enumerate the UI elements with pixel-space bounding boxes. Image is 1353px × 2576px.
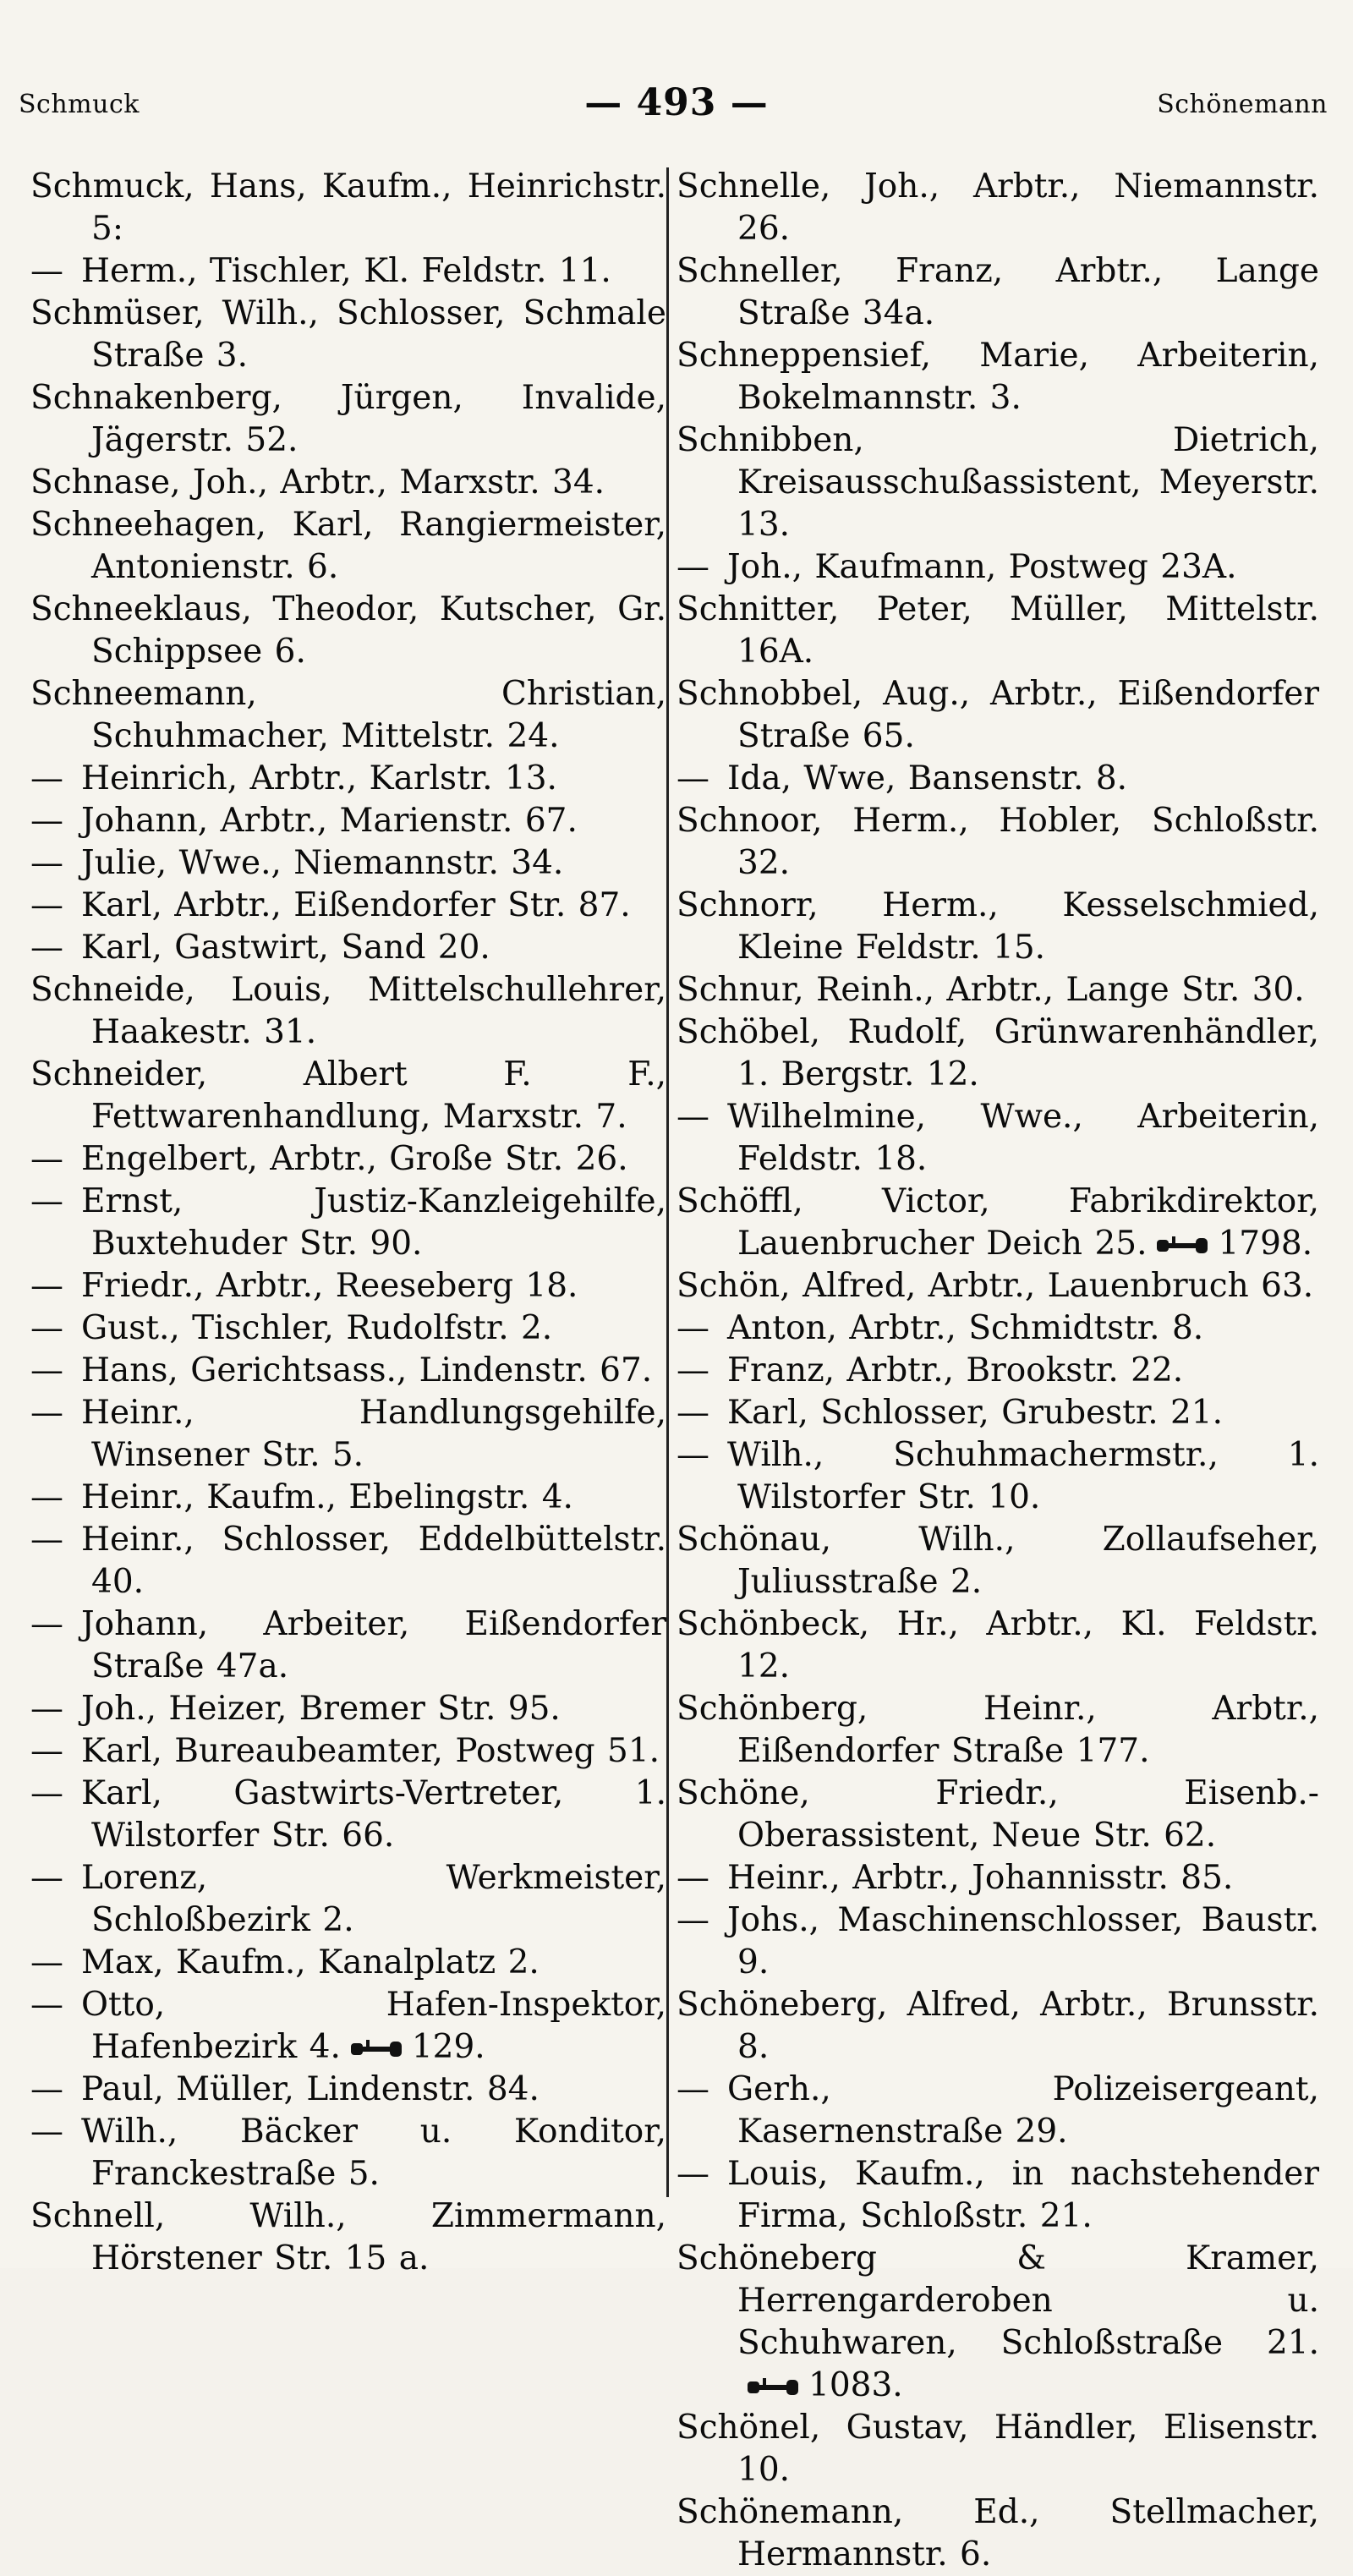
repeat-dash: — bbox=[676, 759, 709, 797]
entry-text: Schneeklaus, Theodor, Kutscher, Gr. Schippsee 6. bbox=[30, 590, 666, 671]
repeat-dash: — bbox=[30, 2070, 63, 2108]
repeat-dash: — bbox=[676, 1859, 709, 1897]
telephone-icon bbox=[349, 2038, 403, 2060]
repeat-dash: — bbox=[30, 844, 63, 882]
entry-text: Heinr., Kaufm., Ebelingstr. 4. bbox=[81, 1478, 573, 1516]
entry-text: Schmüser, Wilh., Schlosser, Schmale Straße 3. bbox=[30, 294, 666, 375]
repeat-dash: — bbox=[676, 1351, 709, 1389]
entry-text: Karl, Arbtr., Eißendorfer Str. 87. bbox=[81, 886, 631, 924]
entry-text: Heinrich, Arbtr., Karlstr. 13. bbox=[81, 759, 557, 797]
entry-text: Karl, Schlosser, Grubestr. 21. bbox=[727, 1394, 1224, 1432]
entry-text: Julie, Wwe., Niemannstr. 34. bbox=[81, 844, 564, 882]
repeat-dash: — bbox=[30, 1690, 63, 1728]
repeat-dash: — bbox=[30, 1774, 63, 1812]
repeat-dash: — bbox=[30, 1351, 63, 1389]
directory-entry bbox=[676, 673, 1319, 758]
directory-entry bbox=[30, 1265, 666, 1307]
entry-text: Ida, Wwe, Bansenstr. 8. bbox=[727, 759, 1128, 797]
directory-entry bbox=[676, 419, 1319, 546]
directory-entry bbox=[676, 250, 1319, 335]
entry-text: Gerh., Polizeisergeant, Kasernenstraße 29. bbox=[727, 2070, 1319, 2151]
directory-entry bbox=[676, 885, 1319, 969]
entry-text: Ernst, Justiz-Kanzleigehilfe, Buxtehuder Str. 90. bbox=[81, 1182, 666, 1263]
page-number: — 493 — bbox=[584, 81, 769, 124]
repeat-dash: — bbox=[676, 548, 709, 586]
directory-entry bbox=[30, 1350, 666, 1392]
directory-entry bbox=[676, 969, 1319, 1011]
repeat-dash: — bbox=[30, 1309, 63, 1347]
entry-text: Schneider, Albert F. F., Fettwarenhandlung, Marxstr. 7. bbox=[30, 1055, 666, 1136]
directory-entry bbox=[676, 1603, 1319, 1688]
directory-entry bbox=[676, 2407, 1319, 2491]
repeat-dash: — bbox=[30, 252, 63, 290]
entry-text: Schnell, Wilh., Zimmermann, Hörstener Str. 15 a. bbox=[30, 2197, 666, 2277]
directory-entry bbox=[676, 1434, 1319, 1519]
repeat-dash: — bbox=[30, 1478, 63, 1516]
right-column bbox=[676, 166, 1319, 2576]
repeat-dash: — bbox=[30, 802, 63, 840]
entry-text: Otto, Hafen-Inspektor, Hafenbezirk 4. bbox=[81, 1986, 666, 2066]
directory-entry bbox=[676, 1011, 1319, 1096]
directory-entry bbox=[30, 1519, 666, 1603]
repeat-dash: — bbox=[30, 2113, 63, 2151]
entry-text: Schnoor, Herm., Hobler, Schloßstr. 32. bbox=[676, 802, 1319, 882]
entry-text: Schön, Alfred, Arbtr., Lauenbruch 63. bbox=[676, 1267, 1314, 1305]
directory-entry bbox=[30, 800, 666, 842]
repeat-dash: — bbox=[30, 1605, 63, 1643]
entry-text: Gust., Tischler, Rudolfstr. 2. bbox=[81, 1309, 553, 1347]
entry-text: Wilh., Schuhmachermstr., 1. Wilstorfer Str. 10. bbox=[727, 1436, 1319, 1516]
entry-text: Schönbeck, Hr., Arbtr., Kl. Feldstr. 12. bbox=[676, 1605, 1319, 1685]
directory-entry bbox=[676, 1773, 1319, 1857]
entry-text: Wilhelmine, Wwe., Arbeiterin, Feldstr. 18. bbox=[727, 1098, 1319, 1178]
page-header bbox=[0, 81, 1353, 132]
entry-text: Joh., Heizer, Bremer Str. 95. bbox=[81, 1690, 561, 1728]
entry-text: Engelbert, Arbtr., Große Str. 26. bbox=[81, 1140, 628, 1178]
directory-entry bbox=[30, 504, 666, 589]
entry-text: Schöneberg, Alfred, Arbtr., Brunsstr. 8. bbox=[676, 1986, 1319, 2066]
repeat-dash: — bbox=[30, 1859, 63, 1897]
directory-entry bbox=[676, 2491, 1319, 2576]
entry-text: Schöbel, Rudolf, Grünwarenhändler, 1. Bergstr. 12. bbox=[676, 1013, 1319, 1093]
entry-text: Schneppensief, Marie, Arbeiterin, Bokelmannstr. 3. bbox=[676, 337, 1319, 417]
entry-text: Lorenz, Werkmeister, Schloßbezirk 2. bbox=[81, 1859, 666, 1939]
directory-entry bbox=[676, 758, 1319, 800]
directory-entry bbox=[676, 1392, 1319, 1434]
directory-entry bbox=[676, 1899, 1319, 1984]
directory-entry bbox=[676, 1265, 1319, 1307]
entry-text: Schönel, Gustav, Händler, Elisenstr. 10. bbox=[676, 2409, 1319, 2489]
directory-entry bbox=[676, 1984, 1319, 2069]
entry-text: Max, Kaufm., Kanalplatz 2. bbox=[81, 1943, 540, 1981]
directory-entry bbox=[30, 1984, 666, 2069]
repeat-dash: — bbox=[30, 1986, 63, 2024]
entry-text: Friedr., Arbtr., Reeseberg 18. bbox=[81, 1267, 578, 1305]
directory-entry bbox=[30, 462, 666, 504]
phone-number: 1083. bbox=[808, 2366, 903, 2404]
repeat-dash: — bbox=[676, 1098, 709, 1136]
directory-entry bbox=[30, 1857, 666, 1942]
entry-text: Wilh., Bäcker u. Konditor, Franckestraße 5. bbox=[81, 2113, 666, 2193]
repeat-dash: — bbox=[30, 1394, 63, 1432]
directory-entry bbox=[30, 166, 666, 250]
directory-entry bbox=[30, 673, 666, 758]
directory-entry bbox=[30, 1392, 666, 1477]
entry-text: Karl, Bureaubeamter, Postweg 51. bbox=[81, 1732, 660, 1770]
entry-text: Schnelle, Joh., Arbtr., Niemannstr. 26. bbox=[676, 167, 1319, 248]
directory-entry bbox=[30, 1138, 666, 1181]
column-divider bbox=[666, 167, 669, 2197]
directory-entry bbox=[30, 1773, 666, 1857]
entry-text: Schöneberg & Kramer, Herrengarderoben u. Schuhwaren, Schloßstraße 21. bbox=[676, 2239, 1319, 2362]
directory-entry bbox=[30, 1054, 666, 1138]
directory-entry bbox=[676, 546, 1319, 589]
entry-text: Karl, Gastwirt, Sand 20. bbox=[81, 929, 490, 967]
directory-entry bbox=[676, 166, 1319, 250]
entry-text: Schöne, Friedr., Eisenb.-Oberassistent, Neue Str. 62. bbox=[676, 1774, 1319, 1855]
directory-entry bbox=[676, 1519, 1319, 1603]
directory-entry bbox=[676, 1307, 1319, 1350]
repeat-dash: — bbox=[676, 2155, 709, 2193]
entry-text: Schnase, Joh., Arbtr., Marxstr. 34. bbox=[30, 463, 605, 501]
entry-text: Paul, Müller, Lindenstr. 84. bbox=[81, 2070, 540, 2108]
telephone-icon bbox=[746, 2376, 800, 2398]
entry-text: Louis, Kaufm., in nachstehender Firma, Schloßstr. 21. bbox=[727, 2155, 1319, 2235]
directory-entry bbox=[676, 1857, 1319, 1899]
directory-entry bbox=[30, 969, 666, 1054]
directory-entry bbox=[30, 1688, 666, 1730]
directory-entry bbox=[30, 1603, 666, 1688]
directory-entry bbox=[30, 250, 666, 293]
repeat-dash: — bbox=[676, 2070, 709, 2108]
entry-text: Herm., Tischler, Kl. Feldstr. 11. bbox=[81, 252, 611, 290]
directory-entry bbox=[30, 1181, 666, 1265]
directory-entry bbox=[30, 2069, 666, 2111]
entry-text: Hans, Gerichtsass., Lindenstr. 67. bbox=[81, 1351, 653, 1389]
directory-entry bbox=[30, 1730, 666, 1773]
telephone-icon bbox=[1155, 1235, 1209, 1257]
directory-entry bbox=[30, 1477, 666, 1519]
entry-text: Johann, Arbeiter, Eißendorfer Straße 47a. bbox=[81, 1605, 666, 1685]
directory-entry bbox=[30, 1942, 666, 1984]
repeat-dash: — bbox=[676, 1901, 709, 1939]
directory-entry bbox=[676, 1096, 1319, 1181]
header-last-entry: Schönemann bbox=[1157, 90, 1328, 119]
header-first-entry: Schmuck bbox=[19, 90, 140, 119]
directory-entry bbox=[676, 1688, 1319, 1773]
entry-text: Schnobbel, Aug., Arbtr., Eißendorfer Straße 65. bbox=[676, 675, 1319, 755]
entry-text: Schnitter, Peter, Müller, Mittelstr. 16A. bbox=[676, 590, 1319, 671]
repeat-dash: — bbox=[30, 1140, 63, 1178]
directory-entry bbox=[676, 2069, 1319, 2153]
directory-entry bbox=[676, 1350, 1319, 1392]
entry-text: Schmuck, Hans, Kaufm., Heinrichstr. 5: bbox=[30, 167, 666, 248]
entry-text: Heinr., Schlosser, Eddelbüttelstr. 40. bbox=[81, 1521, 666, 1601]
entry-text: Joh., Kaufmann, Postweg 23A. bbox=[727, 548, 1237, 586]
repeat-dash: — bbox=[30, 1182, 63, 1220]
entry-text: Johs., Maschinenschlosser, Baustr. 9. bbox=[727, 1901, 1319, 1981]
entry-text: Schneide, Louis, Mittelschullehrer, Haakestr. 31. bbox=[30, 971, 666, 1051]
entry-text: Heinr., Arbtr., Johannisstr. 85. bbox=[727, 1859, 1234, 1897]
entry-text: Schnakenberg, Jürgen, Invalide, Jägerstr. 52. bbox=[30, 379, 666, 459]
directory-entry bbox=[30, 885, 666, 927]
directory-entry bbox=[676, 1181, 1319, 1265]
directory-entry bbox=[30, 927, 666, 969]
entry-text: Schönemann, Ed., Stellmacher, Hermannstr. 6. bbox=[676, 2493, 1319, 2573]
directory-entry bbox=[30, 758, 666, 800]
repeat-dash: — bbox=[30, 886, 63, 924]
left-column bbox=[30, 166, 666, 2280]
repeat-dash: — bbox=[676, 1394, 709, 1432]
repeat-dash: — bbox=[30, 759, 63, 797]
directory-entry bbox=[676, 2238, 1319, 2407]
repeat-dash: — bbox=[30, 1521, 63, 1559]
repeat-dash: — bbox=[30, 1732, 63, 1770]
phone-number: 129. bbox=[411, 2028, 485, 2066]
entry-text: Schneller, Franz, Arbtr., Lange Straße 34a. bbox=[676, 252, 1319, 332]
entry-text: Schnibben, Dietrich, Kreisausschußassistent, Meyerstr. 13. bbox=[676, 421, 1319, 544]
directory-entry bbox=[676, 800, 1319, 885]
repeat-dash: — bbox=[30, 1267, 63, 1305]
repeat-dash: — bbox=[30, 929, 63, 967]
entry-text: Johann, Arbtr., Marienstr. 67. bbox=[81, 802, 578, 840]
entry-text: Schnorr, Herm., Kesselschmied, Kleine Feldstr. 15. bbox=[676, 886, 1319, 967]
repeat-dash: — bbox=[676, 1309, 709, 1347]
entry-text: Heinr., Handlungsgehilfe, Winsener Str. 5. bbox=[81, 1394, 666, 1474]
entry-text: Schneemann, Christian, Schuhmacher, Mittelstr. 24. bbox=[30, 675, 666, 755]
entry-text: Schneehagen, Karl, Rangiermeister, Antonienstr. 6. bbox=[30, 506, 666, 586]
directory-entry bbox=[676, 589, 1319, 673]
repeat-dash: — bbox=[30, 1943, 63, 1981]
directory-entry bbox=[30, 2195, 666, 2280]
entry-text: Schönau, Wilh., Zollaufseher, Juliusstraße 2. bbox=[676, 1521, 1319, 1601]
repeat-dash: — bbox=[676, 1436, 709, 1474]
directory-entry bbox=[30, 2111, 666, 2195]
directory-entry bbox=[30, 1307, 666, 1350]
directory-entry bbox=[676, 335, 1319, 419]
entry-text: Anton, Arbtr., Schmidtstr. 8. bbox=[727, 1309, 1204, 1347]
directory-entry bbox=[30, 377, 666, 462]
entry-text: Schönberg, Heinr., Arbtr., Eißendorfer Straße 177. bbox=[676, 1690, 1319, 1770]
directory-entry bbox=[30, 842, 666, 885]
entry-text: Schnur, Reinh., Arbtr., Lange Str. 30. bbox=[676, 971, 1305, 1009]
entry-text: Franz, Arbtr., Brookstr. 22. bbox=[727, 1351, 1184, 1389]
entry-text: Karl, Gastwirts-Vertreter, 1. Wilstorfer Str. 66. bbox=[81, 1774, 666, 1855]
entry-text: Schöffl, Victor, Fabrikdirektor, Lauenbrucher Deich 25. bbox=[676, 1182, 1319, 1263]
directory-entry bbox=[676, 2153, 1319, 2238]
directory-entry bbox=[30, 589, 666, 673]
phone-number: 1798. bbox=[1218, 1225, 1313, 1263]
directory-entry bbox=[30, 293, 666, 377]
